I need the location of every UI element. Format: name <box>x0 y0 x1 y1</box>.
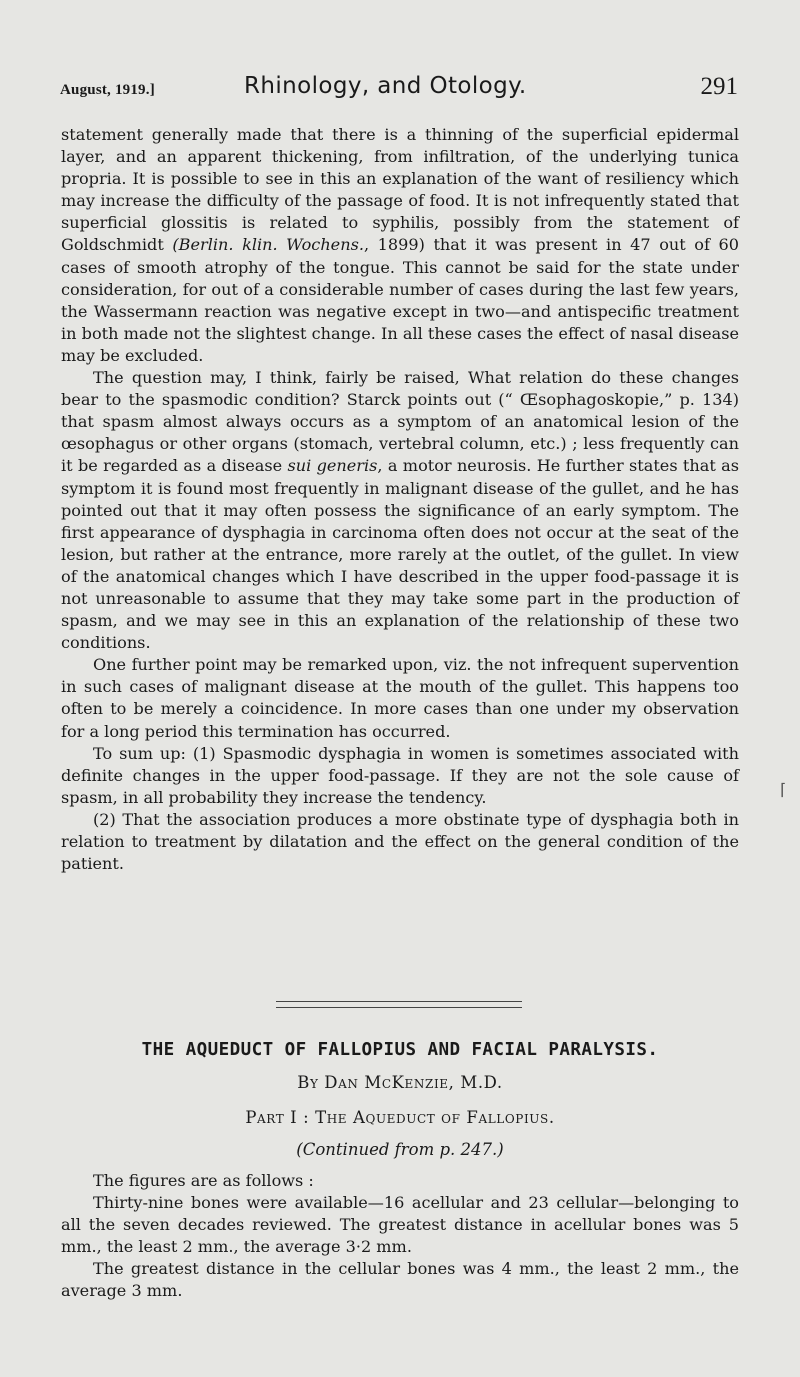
paragraph: Thirty-nine bones were available—16 acellular and 23 cellular—belonging to all the seven decades reviewed. The greatest distance in acellular bones was 5 mm., the least 2 mm., the average 3·2 mm. <box>61 1193 739 1257</box>
running-head <box>60 70 738 104</box>
paragraph: The figures are as follows : <box>93 1171 314 1190</box>
margin-mark: ⌈ <box>780 780 787 799</box>
section-divider <box>276 1001 522 1008</box>
paragraph: One further point may be remarked upon, viz. the not infrequent supervention in such cases of malignant disease at the mouth of the gullet. This happens too often to be merely a coincidence. In more cases than one under my observation for a long period this termination has occurred. <box>61 655 739 741</box>
paragraph: The question may, I think, fairly be raised, What relation do these changes bear to the spasmodic condition? Starck points out (“ Œsophagoskopie,” p. 134) that spasm almost always occurs as a symptom of an anatomical lesion of the œsophagus or other organs (stomach, vertebral column, etc.) ; less frequently can it be regarded as a disease sui generis, a motor neurosis. He further states that as symptom it is found most frequently in malignant disease of the gullet, and he has pointed out that it may often possess the significance of an early symptom. The first appearance of dysphagia in carcinoma often does not occur at the seat of the lesion, but rather at the entrance, more rarely at the outlet, of the gullet. In view of the anatomical changes which I have described in the upper food-passage it is not unreasonable to assume that they may take some part in the production of spasm, and we may see in this an explanation of the relationship of these two conditions. <box>61 368 739 653</box>
continued-note: (Continued from p. 247.) <box>296 1140 504 1159</box>
latin-term: sui generis <box>287 456 378 476</box>
article-title: THE AQUEDUCT OF FALLOPIUS AND FACIAL PARALYSIS. <box>141 1040 659 1060</box>
paragraph: statement generally made that there is a thinning of the superficial epidermal layer, and an apparent thickening, from infiltration, of the underlying tunica propria. It is possible to see in this an explanation of the want of resiliency which may increase the difficulty of the passage of food. It is not infrequently stated that superficial glossitis is related to syphilis, possibly from the statement of Goldschmidt (Berlin. klin. Wochens., 1899) that it was present in 47 out of 60 cases of smooth atrophy of the tongue. This cannot be said for the state under consideration, for out of a considerable number of cases during the last few years, the Wassermann reaction was negative except in two—and antispecific treatment in both made not the slightest change. In all these cases the effect of nasal disease may be excluded. <box>61 125 739 365</box>
citation: (Berlin. klin. Wochens. <box>172 235 364 255</box>
journal-section-title: Rhinology, and Otology. <box>244 73 527 99</box>
article-part-heading: Part I : The Aqueduct of Fallopius. <box>245 1108 555 1127</box>
paragraph: (2) That the association produces a more obstinate type of dysphagia both in relation to treatment by dilatation and the effect on the general condition of the patient. <box>61 809 739 874</box>
article-byline: By Dan McKenzie, M.D. <box>297 1073 503 1092</box>
paragraph: The greatest distance in the cellular bones was 4 mm., the least 2 mm., the average 3 mm. <box>61 1259 739 1301</box>
page-number: 291 <box>700 73 738 100</box>
previous-article-body <box>61 124 739 875</box>
new-article-body <box>61 1170 739 1303</box>
paragraph: To sum up: (1) Spasmodic dysphagia in women is sometimes associated with definite changes in the upper food-passage. If they are not the sole cause of spasm, in all probability they increase the tendency. <box>61 743 739 807</box>
issue-date: August, 1919.] <box>60 82 155 98</box>
